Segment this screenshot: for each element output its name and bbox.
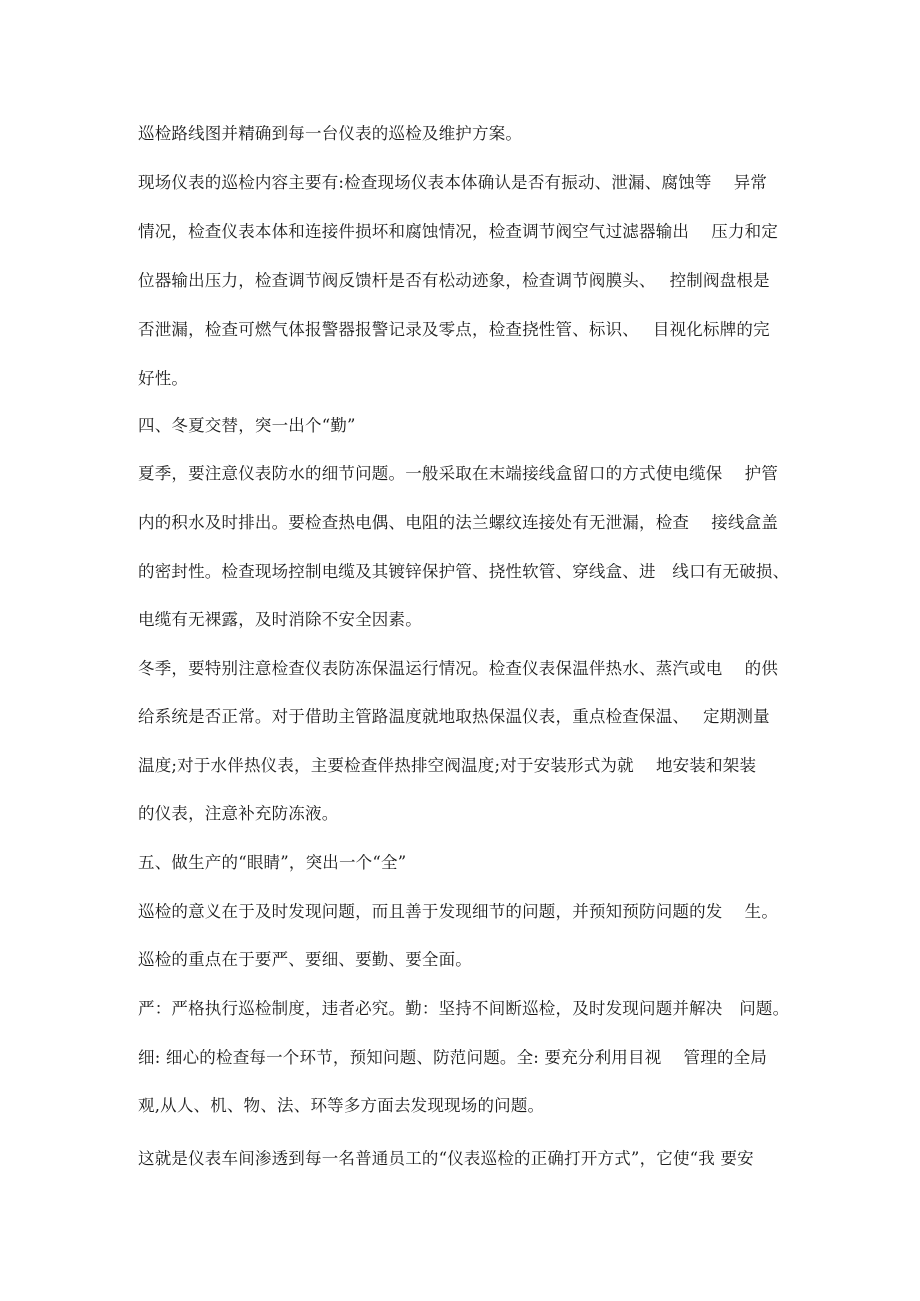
- text-line: 的密封性。检查现场控制电缆及其镀锌保护管、挠性软管、穿线盒、进 线口有无破损、: [138, 562, 790, 581]
- text-line: 巡检的重点在于要严、要细、要勤、要全面。: [138, 950, 472, 969]
- text-line: 给系统是否正常。对于借助主管路温度就地取热保温仪表，重点检查保温、 定期测量: [138, 707, 770, 726]
- text-line: 巡检的意义在于及时发现问题，而且善于发现细节的问题，并预知预防问题的发 生。: [138, 902, 779, 921]
- text-line: 好性。: [138, 369, 189, 388]
- text-line: 夏季，要注意仪表防水的细节问题。一般采取在末端接线盒留口的方式使电缆保 护管: [138, 464, 779, 483]
- text-line: 冬季，要特别注意检查仪表防冻保温运行情况。检查仪表保温伴热水、蒸汽或电 的供: [138, 659, 779, 678]
- section-heading: 五、做生产的“眼睛”，突出一个“全”: [138, 853, 407, 872]
- text-line: 这就是仪表车间渗透到每一名普通员工的“仪表巡检的正确打开方式”，它使“我 要安: [138, 1149, 754, 1168]
- text-line: 温度;对于水伴热仪表，主要检查伴热排空阀温度;对于安装形式为就 地安装和架装: [138, 756, 757, 775]
- text-line: 严：严格执行巡检制度，违者必究。勤：坚持不间断巡检，及时发现问题并解决 问题。: [138, 999, 790, 1018]
- text-line: 现场仪表的巡检内容主要有:检查现场仪表本体确认是否有振动、泄漏、腐蚀等 异常: [138, 173, 768, 192]
- text-line: 细: 细心的检查每一个环节，预知问题、防范问题。全: 要充分利用目视 管理的全局: [138, 1048, 768, 1067]
- section-heading: 四、冬夏交替，突一出个“勤”: [138, 416, 356, 435]
- text-line: 位器输出压力，检查调节阀反馈杆是否有松动迹象，检查调节阀膜头、 控制阀盘根是: [138, 271, 770, 290]
- text-line: 巡检路线图并精确到每一台仪表的巡检及维护方案。: [138, 124, 523, 143]
- text-line: 的仪表，注意补充防冻液。: [138, 804, 339, 823]
- text-line: 否泄漏，检查可燃气体报警器报警记录及零点，检查挠性管、标识、 目视化标牌的完: [138, 320, 770, 339]
- text-line: 内的积水及时排出。要检查热电偶、电阻的法兰螺纹连接处有无泄漏，检查 接线盒盖: [138, 513, 779, 532]
- text-line: 电缆有无裸露，及时消除不安全因素。: [138, 610, 422, 629]
- text-line: 情况，检查仪表本体和连接件损坏和腐蚀情况，检查调节阀空气过滤器输出 压力和定: [138, 222, 779, 241]
- text-line: 观,从人、机、物、法、环等多方面去发现现场的问题。: [138, 1096, 545, 1115]
